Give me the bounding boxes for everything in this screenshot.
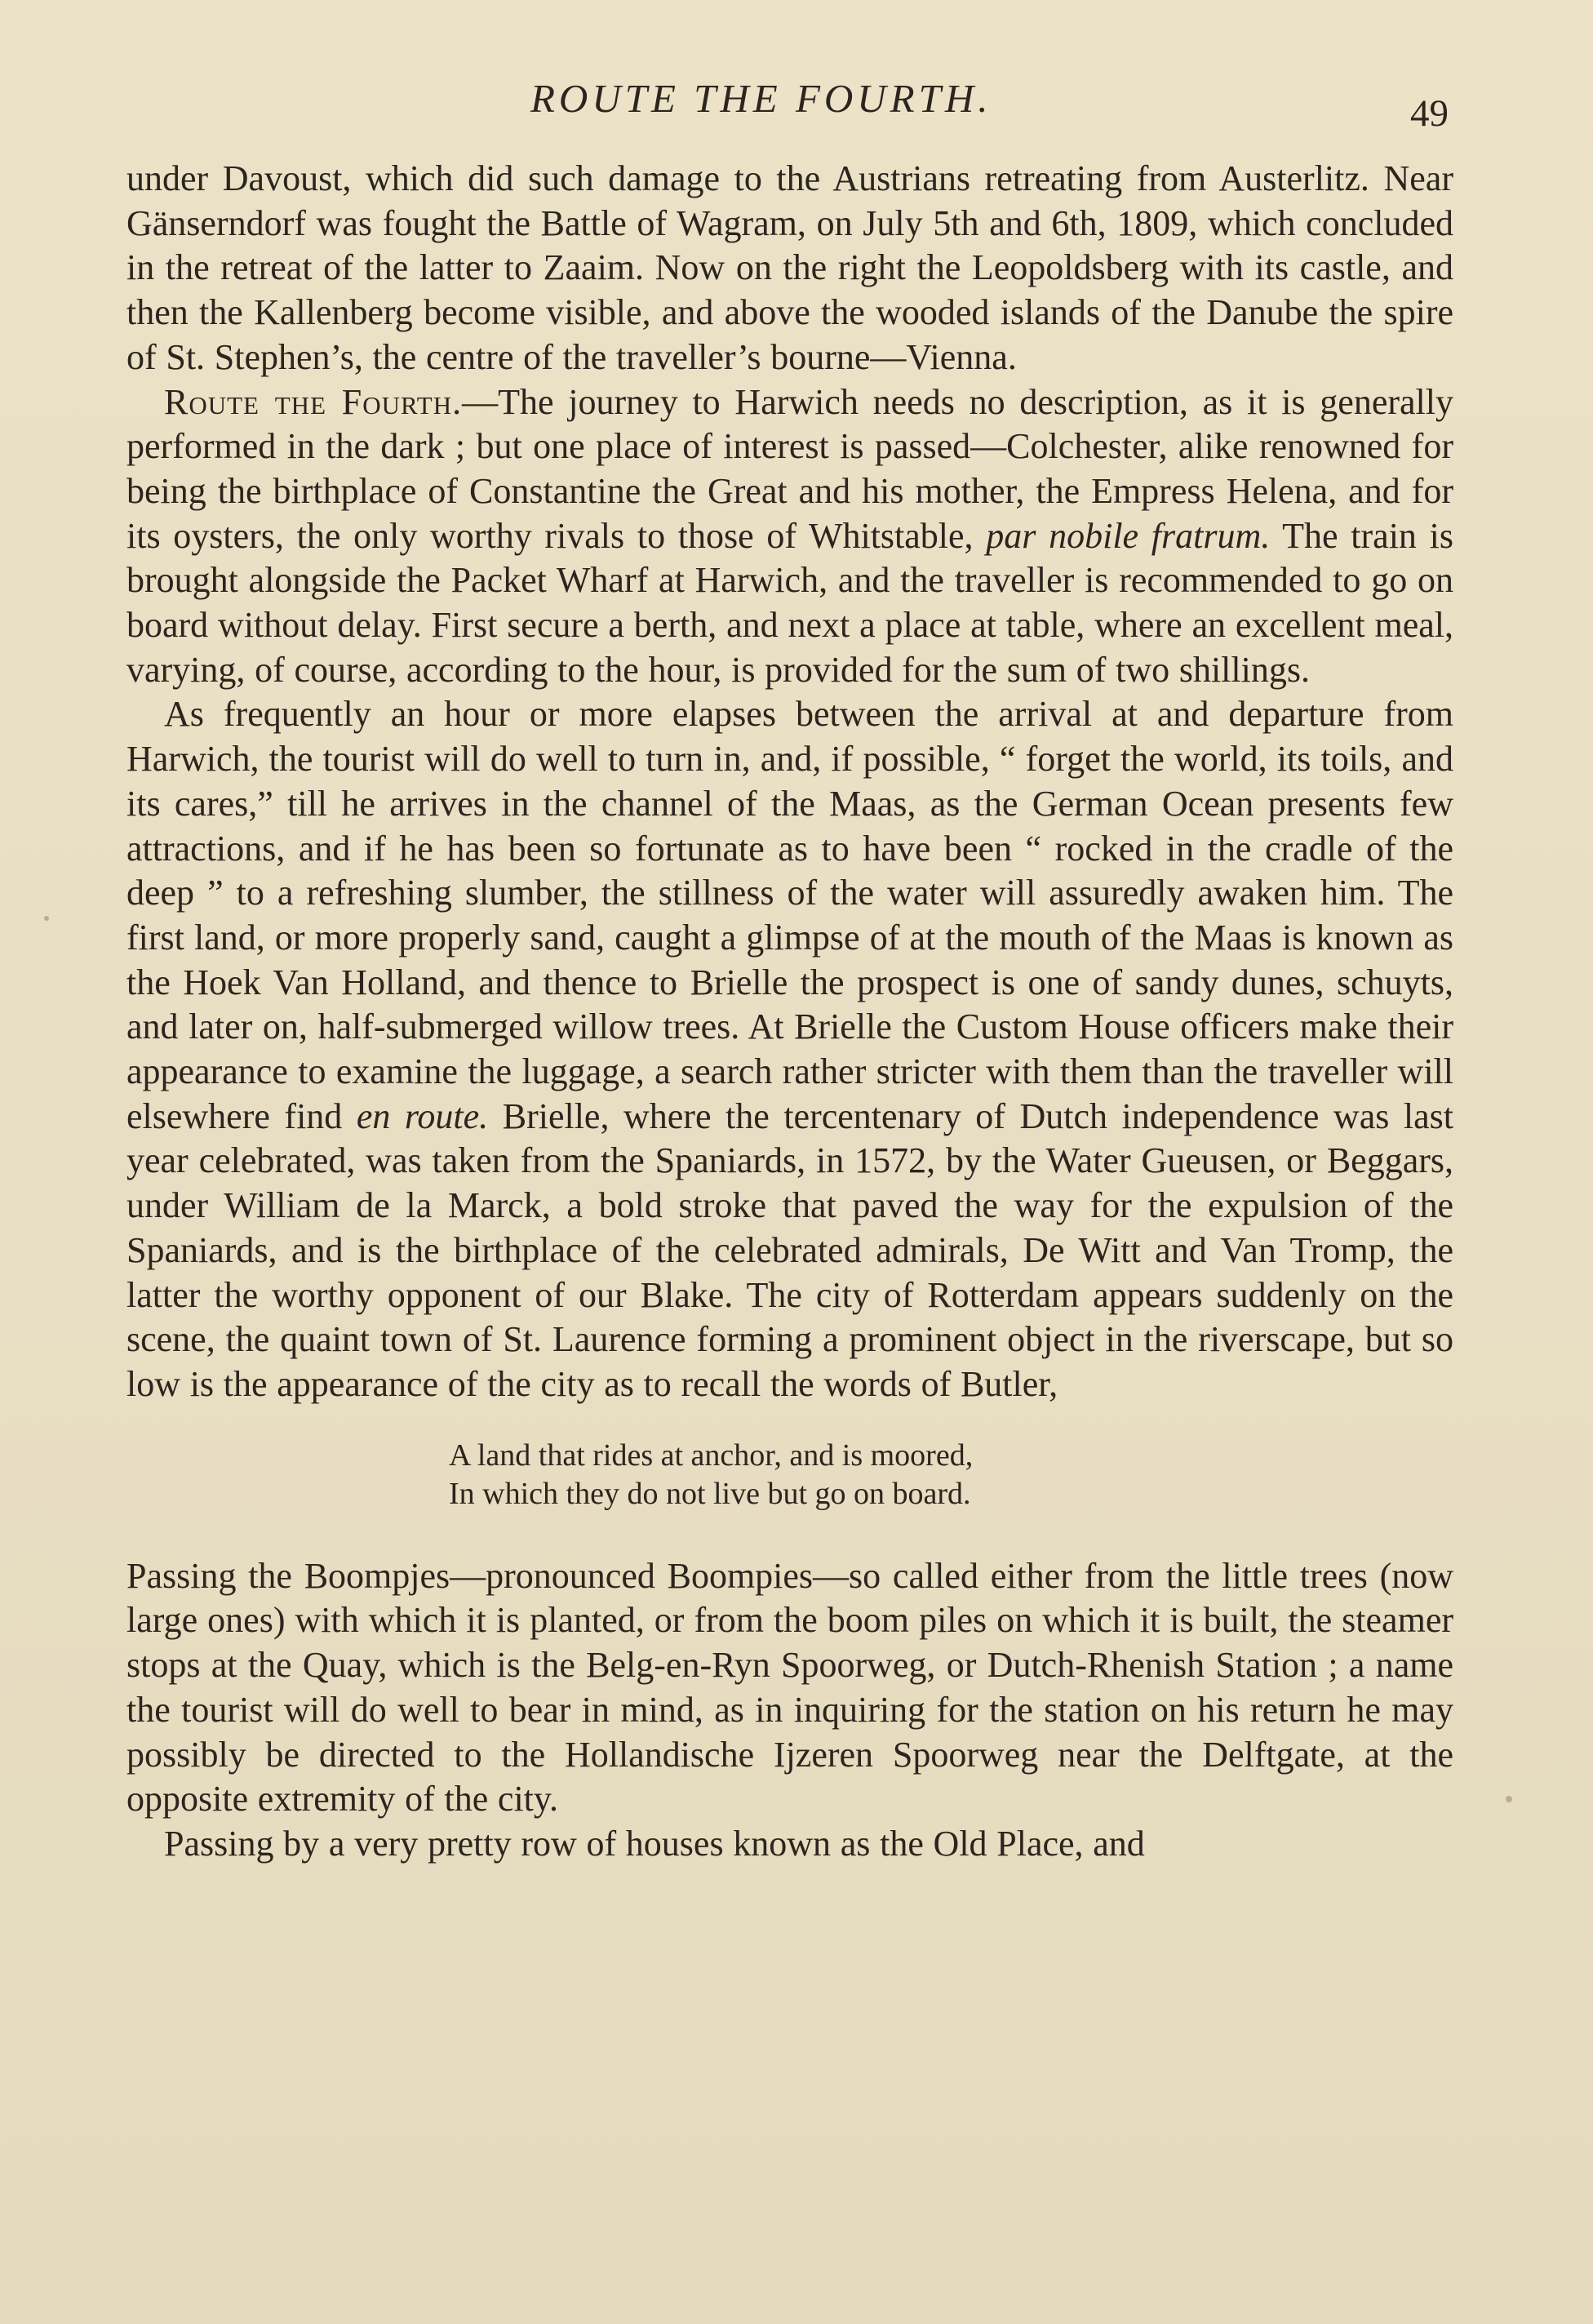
verse-quote xyxy=(449,1437,1453,1513)
verse-line-2: In which they do not live but go on board. xyxy=(449,1476,971,1511)
latin-phrase: par nobile fratrum. xyxy=(986,515,1271,556)
paragraph-3-text-a: As frequently an hour or more elapses between the arrival at and departure from Harwich, the tourist will do well to turn in, and, if possible, “ forget the world, its toils, and its cares,” till he arrives in the channel of the Maas, as the German Ocean presents few attractions, and if he has been so fortunate as to have been “ rocked in the cradle of the deep ” to a refreshing slumber, the stillness of the water will assuredly awaken him. The first land, or more properly sand, caught a glimpse of at the mouth of the Maas is known as the Hoek Van Holland, and thence to Brielle the prospect is one of sandy dunes, schuyts, and later on, half-submerged willow trees. At Brielle the Custom House officers make their appearance to examine the luggage, a search rather stricter with them than the traveller will elsewhere find xyxy=(126,694,1453,1136)
paragraph-5: Passing by a very pretty row of houses known as the Old Place, and xyxy=(164,1823,1145,1864)
paragraph-3-text-b: Brielle, where the tercentenary of Dutch independence was last year celebrated, was taken from the Spaniards, in 1572, by the Water Gueusen, or Beggars, under William de la Marck, a bold stroke that paved the way for the expulsion of the Spaniards, and is the birthplace of the celebrated admirals, De Witt and Van Tromp, the latter the worthy opponent of our Blake. The city of Rotterdam appears suddenly on the scene, the quaint town of St. Laurence forming a prominent object in the riverscape, but so low is the appearance of the city as to recall the words of Butler, xyxy=(126,1095,1454,1404)
paragraph-2-text-b: The train is brought alongside the Packet Wharf at Harwich, and the traveller is recommended to go on board without delay. First secure a berth, and next a place at table, where an excellent meal, varying, of course, according to the hour, is provided for the sum of two shillings. xyxy=(126,515,1453,690)
page-number: 49 xyxy=(1410,92,1449,135)
paragraph-3 xyxy=(126,692,1453,1406)
running-head xyxy=(0,75,1593,135)
paragraph-1: under Davoust, which did such damage to the Austrians retreating from Austerlitz. Near Gänserndorf was fought the Battle of Wagram, on July 5th and 6th, 1809, which concluded in the retreat of the latter to Zaaim. Now on the right the Leopoldsberg with its castle, and then the Kallenberg become visible, and above the wooded islands of the Danube the spire of St. Stephen’s, the centre of the traveller’s bourne—Vienna. xyxy=(126,158,1453,377)
section-heading: Route the Fourth. xyxy=(164,381,463,422)
paragraph-4: Passing the Boompjes—pronounced Boompies—so called either from the little trees (now large ones) with which it is planted, or from the boom piles on which it is built, the steamer stops at the Quay, which is the Belg-en-Ryn Spoorweg, or Dutch-Rhenish Station ; a name the tourist will do well to bear in mind, as in inquiring for the station on his return he may possibly be directed to the Hollandische Ijzeren Spoorweg near the Delftgate, at the opposite extremity of the city. xyxy=(126,1555,1453,1820)
verse-line-1: A land that rides at anchor, and is moored, xyxy=(449,1438,974,1473)
paper-speck xyxy=(1506,1796,1512,1802)
running-title: ROUTE THE FOURTH. xyxy=(530,76,992,121)
body-text xyxy=(126,157,1453,1867)
paragraph-2 xyxy=(126,380,1453,693)
paper-speck xyxy=(44,916,49,921)
paragraph-2-text-a: —The journey to Harwich needs no description, as it is generally performed in the dark ; but one place of interest is passed—Colchester, alike renowned for being the birthplace of Constantine the Great and his mother, the Empress Helena, and for its oysters, the only worthy rivals to those of Whitstable, xyxy=(126,381,1453,556)
en-route-phrase: en route. xyxy=(356,1095,489,1136)
